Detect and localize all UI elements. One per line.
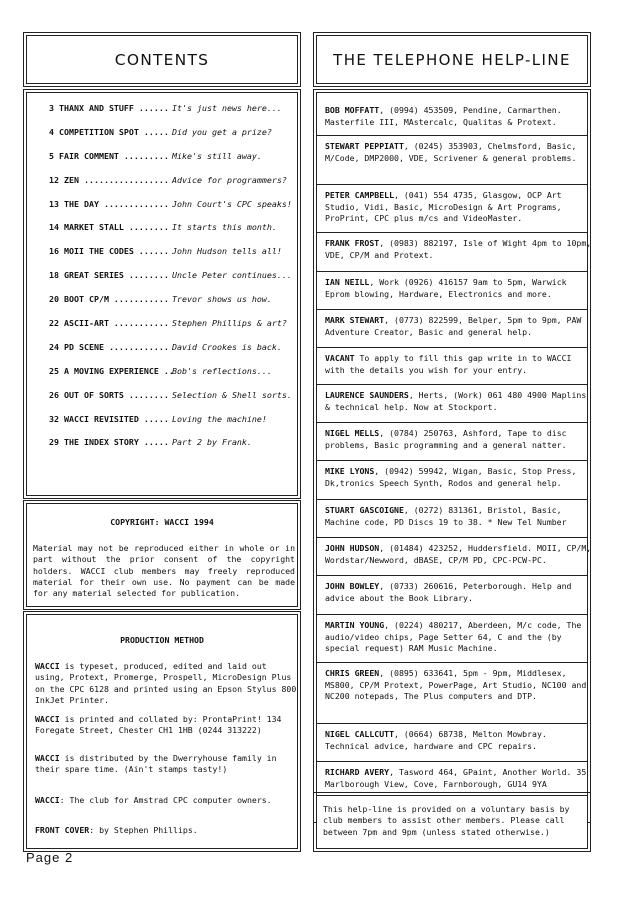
- contents-entry-label: 22 ASCII-ART ...........: [49, 317, 169, 328]
- helpline-entry-name: IAN NEILL: [325, 277, 370, 287]
- helpline-entry-name: BOB MOFFATT: [325, 105, 380, 115]
- helpline-divider: [317, 761, 587, 762]
- helpline-entry-details: , (0733) 260616, Peterborough. Help and advice about the Book Library.: [325, 581, 572, 603]
- contents-entry-description: Uncle Peter continues...: [172, 270, 292, 281]
- helpline-entry-name: MIKE LYONS: [325, 466, 375, 476]
- helpline-entry-name: FRANK FROST: [325, 238, 380, 248]
- contents-list: [27, 96, 297, 454]
- helpline-divider: [317, 614, 587, 615]
- contents-entry-description: Did you get a prize?: [172, 126, 272, 137]
- helpline-header-box: [316, 35, 588, 84]
- helpline-divider: [317, 135, 587, 136]
- contents-entry-label: 32 WACCI REVISITED .....: [49, 413, 169, 424]
- helpline-entry-name: MARK STEWART: [325, 315, 385, 325]
- helpline-entry-details: , Herts, (Work) 061 480 4900 Maplins & technical help. Now at Stockport.: [325, 390, 587, 412]
- helpline-entry-name: JOHN BOWLEY: [325, 581, 380, 591]
- helpline-divider: [317, 422, 587, 423]
- helpline-entry-details: , (0895) 633641, 5pm - 9pm, Middlesex, MS800, CP/M Protext, PowerPage, Art Studio, NC100 and NC200 notepads, The Plus computers and DTP.: [325, 668, 587, 702]
- contents-entry-description: Stephen Phillips & art?: [172, 317, 287, 328]
- helpline-entry-details: , (0773) 822599, Belper, 5pm to 9pm, PAW Adventure Creator, Basic and general help.: [325, 315, 582, 337]
- contents-entry-description: John Court's CPC speaks!: [172, 198, 292, 209]
- helpline-footer-copy: This help-line is provided on a voluntary basis by club members to assist other members. Please call between 7pm and 9pm (unless stated otherwise.): [323, 804, 570, 837]
- copyright-title: COPYRIGHT: WACCI 1994: [110, 517, 214, 527]
- contents-row: [27, 383, 297, 407]
- contents-entry-description: Part 2 by Frank.: [172, 437, 252, 448]
- contents-entry-label: 13 THE DAY .............: [49, 198, 169, 209]
- contents-entry-label: 5 FAIR COMMENT .........: [49, 150, 169, 161]
- contents-entry-label: 29 THE INDEX STORY .....: [49, 437, 169, 448]
- contents-entry-description: It's just news here...: [172, 102, 282, 113]
- helpline-entry-details: , (0942) 59942, Wigan, Basic, Stop Press, Dk,tronics Speech Synth, Rodos and general help.: [325, 466, 577, 488]
- helpline-entry: [325, 141, 595, 164]
- contents-row: [27, 144, 297, 168]
- helpline-divider: [317, 499, 587, 500]
- helpline-entry-name: JOHN HUDSON: [325, 543, 380, 553]
- helpline-entry: [325, 238, 595, 261]
- helpline-divider: [317, 271, 587, 272]
- helpline-entry-details: , (01484) 423252, Huddersfield. MOII, CP/M, Wordstar/Newword, dBASE, CP/M PD, CPC-PCW-PC.: [325, 543, 592, 565]
- helpline-entry-details: , Tasword 464, GPaint, Another World. 35 Marlborough View, Cove, Farnborough, GU14 9YA: [325, 767, 587, 789]
- contents-entry-description: Loving the machine!: [172, 413, 267, 424]
- helpline-title: THE TELEPHONE HELP-LINE: [333, 50, 571, 69]
- contents-entry-description: Bob's reflections...: [172, 365, 272, 376]
- helpline-divider: [317, 309, 587, 310]
- helpline-entry-name: PETER CAMPBELL: [325, 190, 395, 200]
- contents-row: [27, 263, 297, 287]
- helpline-entry-details: , (0664) 68738, Melton Mowbray. Technical advice, hardware and CPC repairs.: [325, 729, 547, 751]
- helpline-divider: [317, 662, 587, 663]
- helpline-entry-details: , (0245) 353903, Chelmsford, Basic, M/Code, DMP2000, VDE, Scrivener & general problems.: [325, 141, 577, 163]
- helpline-entry-name: LAURENCE SAUNDERS: [325, 390, 409, 400]
- helpline-entry: [325, 581, 595, 604]
- helpline-entry-details: , (0994) 453509, Pendine, Carmarthen. Masterfile III, MAstercalc, Qualitas & Protext.: [325, 105, 562, 127]
- helpline-entry: [325, 315, 595, 338]
- contents-entry-label: 14 MARKET STALL ........: [49, 222, 169, 233]
- helpline-divider: [317, 723, 587, 724]
- contents-entry-description: Mike's still away.: [172, 150, 262, 161]
- contents-entry-description: It starts this month.: [172, 222, 277, 233]
- helpline-entry-name: VACANT: [325, 353, 355, 363]
- production-item-club: WACCI: The club for Amstrad CPC computer owners.: [35, 795, 272, 805]
- helpline-entry-details: , (0784) 250763, Ashford, Tape to disc problems, Basic programming and a general natter.: [325, 428, 567, 450]
- contents-row: [27, 430, 297, 454]
- helpline-entry-name: RICHARD AVERY: [325, 767, 390, 777]
- helpline-entry: [325, 543, 595, 566]
- contents-entry-description: John Hudson tells all!: [172, 246, 282, 257]
- contents-entry-label: 4 COMPETITION SPOT .....: [49, 126, 169, 137]
- helpline-entry-details: , (0983) 882197, Isle of Wight 4pm to 10pm, VDE, CP/M and Protext.: [325, 238, 592, 260]
- helpline-entry-details: , (0272) 831361, Bristol, Basic, Machine code, PD Discs 19 to 38. * New Tel Number: [325, 505, 567, 527]
- helpline-entry: [325, 105, 595, 128]
- contents-entry-description: David Crookes is back.: [172, 341, 282, 352]
- contents-row: [27, 192, 297, 216]
- contents-row: [27, 96, 297, 120]
- contents-entry-label: 24 PD SCENE ............: [49, 341, 169, 352]
- page-number: Page 2: [26, 850, 74, 865]
- helpline-entry-details: , (0224) 480217, Aberdeen, M/c code, The audio/video chips, Page Setter 64, C and the (by special request) RAM Music Machine.: [325, 620, 582, 654]
- helpline-entry: [325, 620, 595, 655]
- production-item-printing: WACCI is printed and collated by: ProntaPrint! 134 Foregate Street, Chester CH1 1HB (0244 313222): [35, 714, 282, 736]
- helpline-divider: [317, 460, 587, 461]
- helpline-entry-name: STEWART PEPPIATT: [325, 141, 404, 151]
- helpline-divider: [317, 232, 587, 233]
- helpline-list: [317, 93, 592, 819]
- production-item-typeset: WACCI is typeset, produced, edited and laid out using, Protext, Promerge, Prospell, MicroDesign Plus on the CPC 6128 and printed using an Epson Stylus 800 InkJet Printer.: [35, 661, 297, 706]
- helpline-entry-details: , (041) 554 4735, Glasgow, OCP Art Studio, Vidi, Basic, MicroDesign & Art Programs, ProPrint, CPC plus m/cs and VideoMaster.: [325, 190, 562, 224]
- contents-entry-description: Trevor shows us how.: [172, 294, 272, 305]
- helpline-divider: [317, 384, 587, 385]
- contents-entry-label: 12 ZEN .................: [49, 174, 169, 185]
- contents-title: CONTENTS: [114, 50, 210, 69]
- helpline-entry: [325, 505, 595, 528]
- contents-box: [26, 92, 298, 496]
- helpline-entry: [325, 466, 595, 489]
- production-item-distribution: WACCI is distributed by the Dwerryhouse family in their spare time. (Ain't stamps tasty!): [35, 753, 277, 775]
- helpline-entry: [325, 767, 595, 790]
- contents-row: [27, 168, 297, 192]
- contents-entry-label: 20 BOOT CP/M ...........: [49, 294, 169, 305]
- contents-entry-description: Advice for programmers?: [172, 174, 287, 185]
- helpline-entry: [325, 729, 595, 752]
- helpline-entry-name: CHRIS GREEN: [325, 668, 380, 678]
- contents-row: [27, 335, 297, 359]
- helpline-divider: [317, 537, 587, 538]
- production-item-front-cover: FRONT COVER: by Stephen Phillips.: [35, 825, 198, 835]
- contents-entry-label: 3 THANX AND STUFF ......: [49, 102, 169, 113]
- helpline-divider: [317, 347, 587, 348]
- helpline-entry-name: NIGEL CALLCUTT: [325, 729, 395, 739]
- helpline-entry: [325, 668, 595, 703]
- production-title: PRODUCTION METHOD: [120, 635, 204, 645]
- copyright-text: Material may not be reproduced either in whole or in part without the prior consent of the copyright holders. WACCI club members may freely reproduced material for their own use. No payment can be made for any material selected for publication.: [33, 543, 295, 599]
- contents-row: [27, 239, 297, 263]
- contents-entry-label: 25 A MOVING EXPERIENCE ..: [49, 365, 174, 376]
- contents-entry-description: Selection & Shell sorts.: [172, 389, 292, 400]
- contents-row: [27, 359, 297, 383]
- contents-header-box: [26, 35, 298, 84]
- helpline-entry-details: , Work (0926) 416157 9am to 5pm, Warwick Eprom blowing, Hardware, Electronics and more.: [325, 277, 567, 299]
- contents-entry-label: 26 OUT OF SORTS ........: [49, 389, 169, 400]
- production-box: [26, 614, 298, 849]
- contents-row: [27, 215, 297, 239]
- helpline-entry: [325, 428, 595, 451]
- helpline-entry-name: STUART GASCOIGNE: [325, 505, 404, 515]
- helpline-entry: [325, 353, 595, 376]
- helpline-footer-block: [316, 795, 588, 849]
- helpline-entry-details: To apply to fill this gap write in to WACCI with the details you wish for your entry.: [325, 353, 572, 375]
- helpline-entry-name: NIGEL MELLS: [325, 428, 380, 438]
- contents-row: [27, 120, 297, 144]
- contents-row: [27, 407, 297, 431]
- helpline-box: [316, 92, 592, 820]
- contents-row: [27, 287, 297, 311]
- helpline-entry: [325, 190, 595, 225]
- helpline-entry-name: MARTIN YOUNG: [325, 620, 385, 630]
- helpline-entry: [325, 277, 595, 300]
- contents-entry-label: 18 GREAT SERIES ........: [49, 270, 169, 281]
- helpline-entry: [325, 390, 595, 413]
- helpline-divider: [317, 184, 587, 185]
- contents-row: [27, 311, 297, 335]
- copyright-box: [26, 503, 298, 607]
- contents-entry-label: 16 MOII THE CODES ......: [49, 246, 169, 257]
- helpline-divider: [317, 575, 587, 576]
